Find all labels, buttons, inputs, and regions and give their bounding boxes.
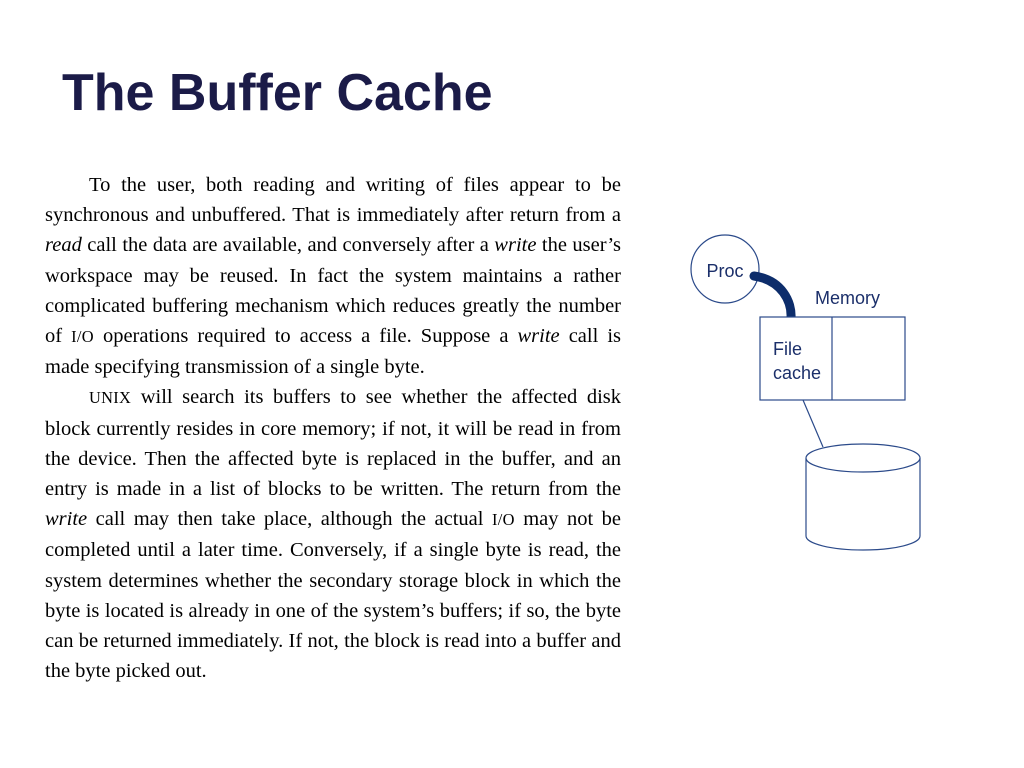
file-cache-label-line2: cache (773, 363, 822, 383)
proc-label: Proc (706, 260, 744, 281)
paragraph-2 (45, 382, 621, 686)
proc-to-cache-connector (754, 276, 791, 318)
p1-text-4: operations required to access a file. Suppose a (93, 325, 518, 348)
p2-text-3: may not be completed until a later time. Conversely, if a single byte is read, the system determines whether the secondary storage block in which the byte is located is already in one of the system’s buffers; if so, the byte can be returned immediately. If not, the block is read into a buffer and the byte picked out. (45, 508, 621, 683)
unix-abbrev: UNIX (89, 388, 132, 408)
io-abbrev: I/O (71, 327, 94, 347)
buffer-cache-diagram (670, 220, 940, 570)
disk-cylinder-top (806, 444, 920, 472)
p2-text-2: call may then take place, although the actual (87, 508, 492, 531)
p1-text-2: call the data are available, and conversely after a (81, 234, 495, 257)
slide-title: The Buffer Cache (62, 64, 493, 122)
write-keyword: write (494, 234, 537, 257)
p1-text-1: To the user, both reading and writing of files appear to be synchronous and unbuffered. That is immediately after return from a (45, 174, 621, 227)
p2-text-1: will search its buffers to see whether the affected disk block currently resides in core memory; if not, it will be read in from the device. Then the affected byte is replaced in the buffer, and an entry is made in a list of blocks to be written. The return from the (45, 386, 621, 501)
cache-to-disk-connector (803, 400, 823, 447)
read-keyword: read (45, 234, 82, 257)
file-cache-label-line1: File (773, 339, 803, 359)
paragraph-1 (45, 170, 621, 382)
write-keyword: write (517, 325, 560, 348)
io-abbrev: I/O (491, 510, 515, 530)
memory-label: Memory (815, 288, 881, 308)
p1-text-5: call is made specifying transmission of a single byte. (45, 325, 622, 379)
write-keyword: write (45, 508, 88, 531)
p1-text-3: the user’s workspace may be reused. In fact the system maintains a rather complicated buffering mechanism which reduces greatly the number of (45, 234, 621, 348)
body-text (45, 170, 621, 686)
